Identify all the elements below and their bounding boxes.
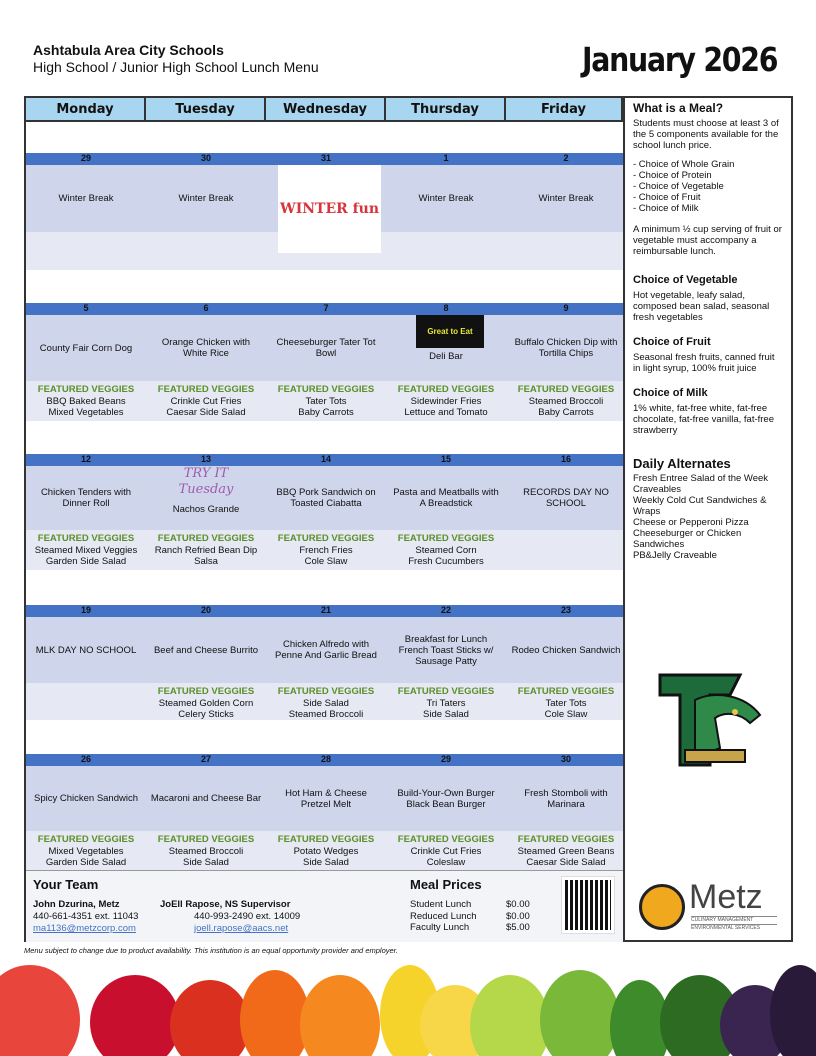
- date-number: 26: [80, 754, 91, 764]
- alternate-item: Cheese or Pepperoni Pizza: [633, 517, 749, 528]
- milk-text: 1% white, fat-free white, fat-free chocolate, fat-free vanilla, fat-free strawberry: [633, 403, 774, 436]
- price-label: Student Lunch: [410, 899, 472, 910]
- meal-cell: [146, 315, 266, 381]
- veggie-item: Mixed Vegetables: [48, 407, 124, 418]
- component-item: - Choice of Protein: [633, 170, 712, 181]
- veggie-item: Lettuce and Tomato: [404, 407, 488, 418]
- meal-row: [26, 617, 623, 683]
- veggie-item: Steamed Corn: [415, 544, 477, 556]
- meal-item: Pasta and Meatballs with A Breadstick: [393, 487, 499, 509]
- date-number: 29: [80, 153, 91, 163]
- contact-email-link[interactable]: joell.rapose@aacs.net: [194, 923, 289, 934]
- veggie-item: Garden Side Salad: [45, 556, 127, 567]
- meal-cell: [26, 315, 146, 381]
- meal-cell: [506, 766, 626, 831]
- meal-cell: [146, 766, 266, 831]
- day-header-wednesday: Wednesday: [266, 98, 386, 122]
- component-item: - Choice of Vegetable: [633, 181, 724, 192]
- veggie-item: Side Salad: [183, 857, 229, 868]
- date-number: 12: [80, 454, 91, 464]
- meal-item: Orange Chicken with White Rice: [161, 337, 251, 359]
- veggie-item: Mixed Vegetables: [48, 845, 124, 857]
- featured-label: FEATURED VEGGIES: [157, 384, 255, 395]
- veggie-item: Steamed Golden Corn: [158, 697, 254, 709]
- veggie-item: Side Salad: [303, 697, 349, 709]
- featured-label: FEATURED VEGGIES: [37, 533, 135, 544]
- featured-label: FEATURED VEGGIES: [397, 834, 495, 845]
- date-number: 9: [563, 303, 569, 313]
- date-bar: [26, 605, 623, 617]
- featured-veggies: [386, 686, 506, 721]
- price-label: Faculty Lunch: [410, 922, 470, 933]
- featured-label: FEATURED VEGGIES: [517, 686, 615, 697]
- meal-cell: [266, 466, 386, 530]
- meal-cell: [386, 766, 506, 831]
- featured-veggies: [266, 533, 386, 568]
- meal-item: Fresh Stomboli with Marinara: [524, 787, 608, 810]
- price-label: Reduced Lunch: [410, 910, 477, 922]
- featured-label: FEATURED VEGGIES: [277, 834, 375, 845]
- meal-cell: [506, 315, 626, 381]
- date-number: 21: [320, 605, 331, 615]
- date-number: 8: [443, 303, 449, 313]
- date-number: 23: [560, 605, 571, 615]
- date-number: 20: [200, 605, 211, 615]
- veggie-item: Ranch Refried Bean Dip: [154, 544, 258, 556]
- veggie-item: Tri Taters: [426, 697, 466, 709]
- veggie-item: Celery Sticks: [178, 709, 234, 720]
- date-bar: [26, 153, 623, 165]
- featured-veggies: [26, 834, 146, 869]
- alternate-item: Weekly Cold Cut Sandwiches & Wraps: [633, 495, 767, 517]
- featured-label: FEATURED VEGGIES: [157, 834, 255, 845]
- day-header-tuesday: Tuesday: [146, 98, 266, 122]
- meal-item: Chicken Alfredo with Penne And Garlic Bread: [275, 639, 377, 661]
- meal-item: County Fair Corn Dog: [39, 342, 133, 354]
- great-to-eat-image: [416, 315, 484, 348]
- alternate-item: Cheeseburger or Chicken Sandwiches: [633, 528, 742, 550]
- meal-item: Rodeo Chicken Sandwich: [511, 644, 621, 656]
- featured-label: FEATURED VEGGIES: [397, 384, 495, 395]
- veggie-item: Steamed Mixed Veggies: [34, 544, 138, 556]
- alternates-list: [633, 473, 783, 561]
- meal-row: [26, 766, 623, 831]
- meal-item: Cheeseburger Tater Tot Bowl: [276, 337, 376, 359]
- component-item: - Choice of Milk: [633, 203, 699, 214]
- contact-phone: 440-993-2490 ext. 14009: [194, 911, 301, 922]
- winter-fun-text: WINTER fun: [279, 201, 380, 217]
- school-name: Ashtabula Area City Schools: [33, 42, 224, 58]
- try-it-tuesday-text: TRY IT Tuesday: [178, 466, 234, 497]
- team-title: Your Team: [33, 877, 99, 892]
- price-value: $0.00: [506, 910, 530, 922]
- alternate-item: Fresh Entree Salad of the Week Craveables: [633, 473, 769, 495]
- disclaimer: Menu subject to change due to product availability. This institution is an equal opportunity provider and employer.: [24, 946, 398, 955]
- meal-item: Spicy Chicken Sandwich: [33, 793, 139, 804]
- metz-tagline: ENVIRONMENTAL SERVICES: [691, 924, 777, 931]
- veggie-item: Crinkle Cut Fries: [170, 395, 242, 407]
- menu-subtitle: High School / Junior High School Lunch Menu: [33, 59, 319, 75]
- date-number: 14: [320, 454, 331, 464]
- meal-item: Deli Bar: [429, 351, 463, 362]
- featured-veggies: [266, 686, 386, 721]
- dragon-logo: [655, 670, 767, 770]
- meal-item: Breakfast for Lunch French Toast Sticks w/ Sausage Patty: [398, 633, 494, 667]
- featured-veggies: [506, 834, 626, 869]
- veggie-item: Sidewinder Fries: [410, 395, 482, 407]
- featured-label: FEATURED VEGGIES: [277, 384, 375, 395]
- featured-label: FEATURED VEGGIES: [397, 686, 495, 697]
- date-bar: [26, 454, 623, 466]
- meal-row: [26, 315, 623, 381]
- veggie-item: Steamed Broccoli: [528, 395, 604, 407]
- veggie-item: Caesar Side Salad: [526, 857, 606, 868]
- metz-name: Metz: [689, 878, 763, 916]
- meal-item: RECORDS DAY NO SCHOOL: [523, 487, 609, 509]
- date-number: 19: [80, 605, 91, 615]
- featured-veggies: [386, 834, 506, 869]
- date-number: 30: [560, 754, 571, 764]
- date-number: 31: [320, 153, 331, 163]
- meal-cell: [146, 617, 266, 683]
- veggie-item: Steamed Broccoli: [288, 709, 364, 720]
- featured-label: FEATURED VEGGIES: [517, 834, 615, 845]
- alt-title: Daily Alternates: [633, 456, 731, 471]
- day-header-friday: Friday: [506, 98, 623, 122]
- veggie-item: Caesar Side Salad: [166, 407, 246, 418]
- date-bar: [26, 303, 623, 315]
- price-value: $5.00: [506, 922, 530, 933]
- fruit-text: Seasonal fresh fruits, canned fruit in light syrup, 100% fruit juice: [633, 352, 775, 374]
- meal-item: Macaroni and Cheese Bar: [150, 793, 262, 804]
- alternate-item: PB&Jelly Craveable: [633, 550, 717, 561]
- prices-title: Meal Prices: [410, 877, 482, 892]
- date-number: 22: [440, 605, 451, 615]
- veggie-item: Coleslaw: [426, 857, 466, 868]
- featured-veggies: [146, 533, 266, 568]
- meal-cell: [26, 165, 146, 232]
- veggie-item: Fresh Cucumbers: [408, 556, 484, 567]
- featured-label: FEATURED VEGGIES: [157, 533, 255, 544]
- meal-item: Build-Your-Own Burger Black Bean Burger: [397, 787, 495, 810]
- veg-text: Hot vegetable, leafy salad, composed bean salad, seasonal fresh vegetables: [633, 290, 770, 323]
- meal-cell: [386, 165, 506, 232]
- contact-name: John Dzurina, Metz: [33, 899, 120, 910]
- meal-info-sidebar: [624, 96, 793, 942]
- veggie-item: Crinkle Cut Fries: [410, 845, 482, 857]
- meal-item: Chicken Tenders with Dinner Roll: [40, 487, 132, 509]
- date-number: 7: [323, 303, 329, 313]
- featured-label: FEATURED VEGGIES: [157, 686, 255, 697]
- veggie-row: [26, 530, 623, 570]
- metz-logo: [639, 878, 784, 932]
- veggie-item: Steamed Green Beans: [517, 845, 615, 857]
- qr-code: [562, 877, 614, 933]
- component-item: - Choice of Fruit: [633, 192, 701, 203]
- fruit-vegetable-banner: [0, 955, 816, 1056]
- veggie-item: Cole Slaw: [304, 556, 348, 567]
- menu-calendar: [24, 96, 625, 942]
- featured-label: FEATURED VEGGIES: [397, 533, 495, 544]
- featured-label: FEATURED VEGGIES: [37, 384, 135, 395]
- veggie-item: French Fries: [299, 544, 353, 556]
- date-number: 13: [200, 454, 211, 464]
- meal-cell: [506, 617, 626, 683]
- veggie-item: BBQ Baked Beans: [46, 395, 126, 407]
- meal-cell: [386, 466, 506, 530]
- meal-cell: [26, 766, 146, 831]
- date-number: 30: [200, 153, 211, 163]
- featured-veggies: [26, 384, 146, 419]
- footer-panel: [26, 870, 623, 942]
- featured-veggies: [386, 384, 506, 419]
- veggie-item: Steamed Broccoli: [168, 845, 244, 857]
- featured-label: FEATURED VEGGIES: [277, 686, 375, 697]
- veggie-item: Baby Carrots: [538, 407, 594, 418]
- meal-item: MLK DAY NO SCHOOL: [35, 644, 137, 656]
- featured-label: FEATURED VEGGIES: [277, 533, 375, 544]
- featured-veggies: [266, 384, 386, 419]
- meal-title: What is a Meal?: [633, 101, 724, 115]
- meal-item: Buffalo Chicken Dip with Tortilla Chips: [514, 337, 618, 359]
- meal-cell: [266, 315, 386, 381]
- featured-veggies: [26, 533, 146, 568]
- day-header-thursday: Thursday: [386, 98, 506, 122]
- meal-row: [26, 466, 623, 530]
- date-number: 5: [83, 303, 89, 313]
- date-number: 1: [443, 153, 449, 163]
- featured-veggies: [146, 686, 266, 721]
- meal-cell: [26, 466, 146, 530]
- contact-email-link[interactable]: ma1136@metzcorp.com: [33, 923, 136, 934]
- veggie-item: Tater Tots: [545, 697, 587, 709]
- meal-item: Nachos Grande: [172, 504, 240, 515]
- contact-phone: 440-661-4351 ext. 11043: [33, 911, 139, 922]
- meal-item: Hot Ham & Cheese Pretzel Melt: [285, 787, 367, 810]
- meal-item: Beef and Cheese Burrito: [153, 644, 259, 656]
- meal-cell: [266, 617, 386, 683]
- veg-title: Choice of Vegetable: [633, 274, 738, 286]
- featured-veggies: [506, 686, 626, 721]
- featured-veggies: [146, 834, 266, 869]
- meal-text: Students must choose at least 3 of the 5 components available for the school lunch price.: [633, 118, 779, 151]
- veggie-item: Side Salad: [303, 857, 349, 868]
- veggie-item: Potato Wedges: [293, 845, 359, 857]
- featured-veggies: [386, 533, 506, 568]
- date-number: 16: [560, 454, 571, 464]
- date-number: 27: [200, 754, 211, 764]
- meal-cell: [146, 165, 266, 232]
- date-number: 2: [563, 153, 569, 163]
- winter-fun-image: [278, 165, 381, 253]
- featured-veggies: [506, 384, 626, 419]
- date-bar: [26, 754, 623, 766]
- meal-item: Winter Break: [538, 193, 594, 204]
- veggie-row: [26, 831, 623, 870]
- featured-veggies: [266, 834, 386, 869]
- price-value: $0.00: [506, 899, 530, 910]
- meal-item: Winter Break: [58, 193, 114, 204]
- date-number: 28: [320, 754, 331, 764]
- veggie-item: Garden Side Salad: [45, 857, 127, 868]
- day-header-monday: Monday: [26, 98, 146, 122]
- meal-cell: [266, 766, 386, 831]
- metz-tagline: CULINARY MANAGEMENT: [691, 916, 777, 923]
- veggie-row: [26, 683, 623, 720]
- components-list: [633, 159, 783, 214]
- meal-item: Winter Break: [178, 193, 234, 204]
- featured-veggies: [146, 384, 266, 419]
- meal-cell: [386, 617, 506, 683]
- try-it-tuesday-image: [168, 466, 244, 502]
- veggie-item: Cole Slaw: [544, 709, 588, 720]
- veggie-item: Side Salad: [423, 709, 469, 720]
- featured-label: FEATURED VEGGIES: [37, 834, 135, 845]
- meal-cell: [26, 617, 146, 683]
- date-number: 6: [203, 303, 209, 313]
- date-number: 29: [440, 754, 451, 764]
- veggie-row: [26, 381, 623, 421]
- meal-cell: [506, 165, 626, 232]
- veggie-item: Tater Tots: [305, 395, 347, 407]
- month-title: January 2026: [582, 40, 778, 79]
- veggie-item: Baby Carrots: [298, 407, 354, 418]
- date-number: 15: [440, 454, 451, 464]
- contact-name: JoEll Rapose, NS Supervisor: [160, 899, 291, 910]
- veggie-item: Salsa: [194, 556, 218, 567]
- milk-title: Choice of Milk: [633, 387, 708, 399]
- meal-cell: [506, 466, 626, 530]
- great-to-eat-text: Great to Eat: [427, 327, 473, 336]
- meal-item: Winter Break: [418, 193, 474, 204]
- fruitveg-note: A minimum ½ cup serving of fruit or vegetable must accompany a reimbursable lunch.: [633, 224, 782, 257]
- fruit-title: Choice of Fruit: [633, 336, 711, 348]
- component-item: - Choice of Whole Grain: [633, 159, 735, 170]
- meal-item: BBQ Pork Sandwich on Toasted Ciabatta: [276, 487, 376, 509]
- featured-label: FEATURED VEGGIES: [517, 384, 615, 395]
